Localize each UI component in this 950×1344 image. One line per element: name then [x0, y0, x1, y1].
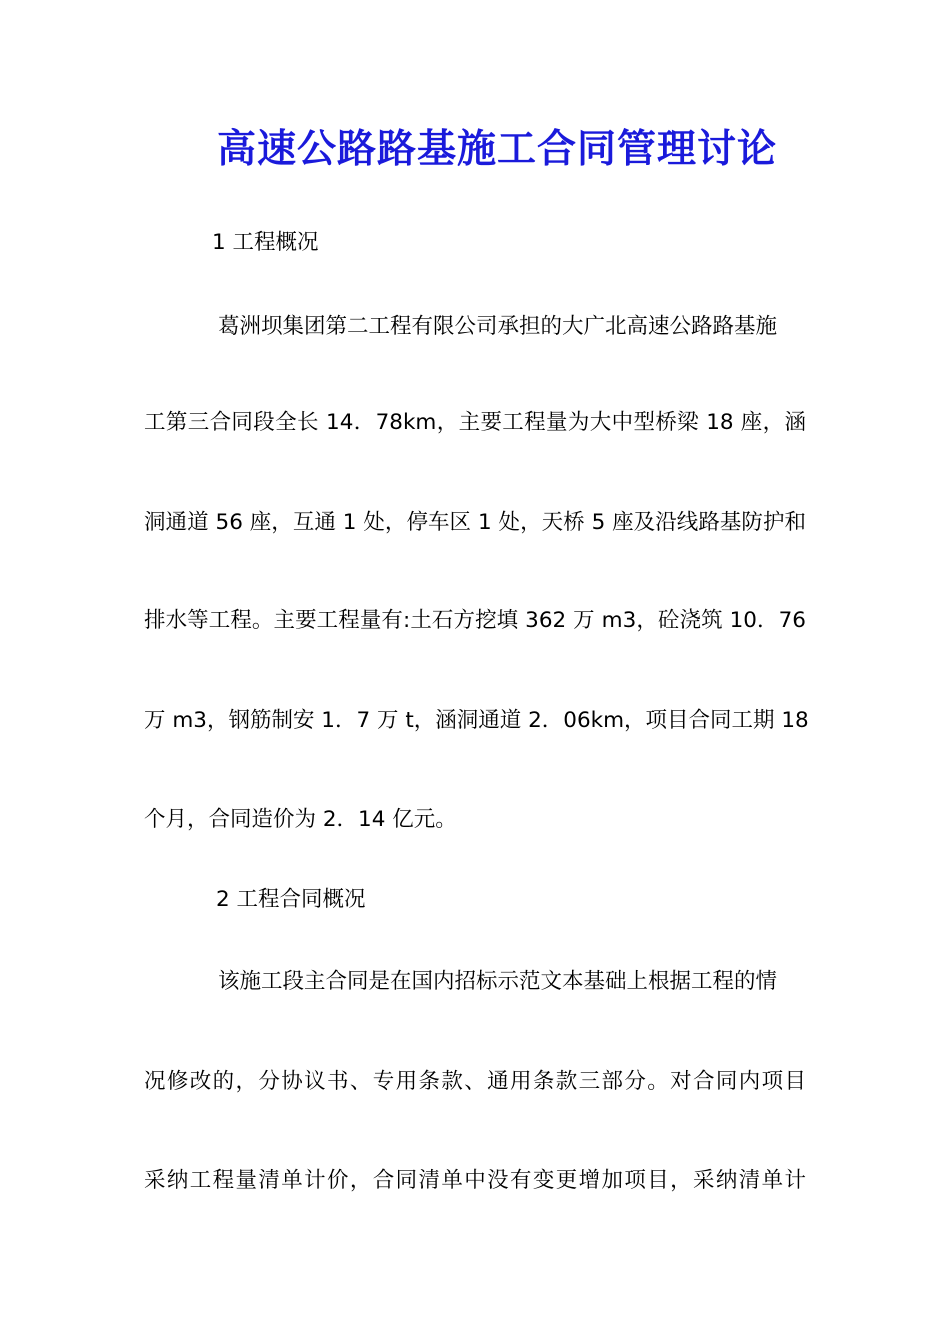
paragraph-line-6: 个月，合同造价为 2．14 亿元。 [144, 807, 457, 832]
paragraph-line-7: 该施工段主合同是在国内招标示范文本基础上根据工程的情 [218, 969, 778, 994]
document-title: 高速公路路基施工合同管理讨论 [216, 126, 777, 172]
paragraph-line-4: 排水等工程。主要工程量有:土石方挖填 362 万 m3，砼浇筑 10．76 [144, 608, 806, 633]
paragraph-line-1: 葛洲坝集团第二工程有限公司承担的大广北高速公路路基施 [218, 314, 778, 339]
paragraph-line-5: 万 m3，钢筋制安 1．7 万 t，涵洞通道 2．06km，项目合同工期 18 [144, 708, 809, 733]
paragraph-line-9: 采纳工程量清单计价，合同清单中没有变更增加项目，采纳清单计 [144, 1168, 806, 1193]
paragraph-line-3: 洞通道 56 座，互通 1 处，停车区 1 处，天桥 5 座及沿线路基防护和 [144, 510, 806, 535]
paragraph-line-8: 况修改的，分协议书、专用条款、通用条款三部分。对合同内项目 [144, 1069, 806, 1094]
section-heading-1: 1 工程概况 [212, 230, 319, 255]
paragraph-line-2: 工第三合同段全长 14．78km，主要工程量为大中型桥梁 18 座，涵 [144, 410, 806, 435]
section-heading-2: 2 工程合同概况 [216, 887, 366, 912]
